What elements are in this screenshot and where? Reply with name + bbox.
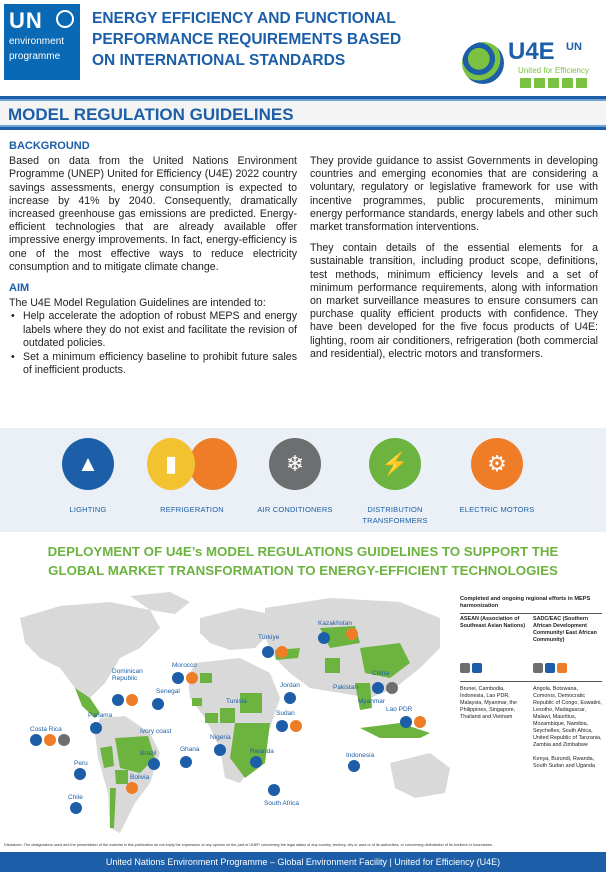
panel-heading: Completed and ongoing regional efforts in MEPS harmonization (460, 596, 602, 614)
swirl-icon (462, 42, 504, 84)
document-title (92, 8, 422, 71)
lighting-marker-icon (268, 784, 280, 796)
regional-efforts-panel (460, 596, 602, 840)
product-badges (520, 78, 587, 88)
lighting-marker-icon (318, 632, 330, 644)
country-label: Ghana (180, 746, 200, 753)
lighting-marker-icon (262, 646, 274, 658)
sadc-members: Angola, Botswana, Comoros, Democratic Republic of Congo, Eswatini, Lesotho, Madagascar, Malawi, Mauritius, Mozambique, Namibia, Seychelles, South Africa, United Republic of Tanzania, Zambia and Zimbabwe (533, 686, 602, 748)
refrigeration-marker-icon (126, 694, 138, 706)
sadc-column (533, 616, 602, 679)
lighting-marker-icon (284, 692, 296, 704)
motor-icon: ⚙ (471, 438, 523, 490)
aim-intro: The U4E Model Regulation Guidelines are intended to: (9, 297, 266, 310)
country-label: Morocco (172, 662, 197, 669)
lighting-marker-icon (112, 694, 124, 706)
right-column (310, 155, 598, 369)
sadc-badges (533, 663, 602, 673)
refrigeration-marker-icon (126, 782, 138, 794)
document-title-line: ON INTERNATIONAL STANDARDS (92, 52, 346, 69)
country-label: Lao PDR (386, 706, 413, 713)
footer: United Nations Environment Programme – Global Environment Facility | United for Efficiency (U4E) (0, 852, 606, 872)
country-label: Indonesia (346, 752, 375, 759)
lighting-marker-icon (30, 734, 42, 746)
world-map (0, 588, 458, 850)
lighting-marker-icon (348, 760, 360, 772)
guidance-paragraph: They provide guidance to assist Governments in developing countries and emerging economies that are considering a voluntary, regulatory or legislative framework for use with incentive programmes, public procurements, minimum energy performance standards, energy labels and other such market transformation interventions. (310, 155, 598, 234)
country-label: South Africa (264, 800, 300, 807)
refrigeration-marker-icon (346, 628, 358, 640)
section-title: MODEL REGULATION GUIDELINES (8, 105, 294, 124)
country-label: Panama (88, 712, 113, 719)
country-label: Peru (74, 760, 88, 767)
transformer-icon: ⚡ (369, 438, 421, 490)
air-conditioner-icon: ❄ (269, 438, 321, 490)
background-heading: BACKGROUND (9, 140, 90, 152)
deployment-title (6, 542, 600, 580)
country-label: Sudan (276, 710, 295, 717)
country-label: Kazakhstan (318, 620, 352, 627)
sadc-members-group (533, 686, 602, 770)
lighting-marker-icon (180, 756, 192, 768)
aim-bullet: • Help accelerate the adoption of robust MEPS and energy labels where they do not exist and facilitate the revision of outdated policies. (9, 310, 297, 350)
deployment-title-line: GLOBAL MARKET TRANSFORMATION TO ENERGY-EFFICIENT TECHNOLOGIES (48, 563, 558, 578)
products-band (0, 428, 606, 532)
section-band-inner (0, 99, 606, 127)
lighting-marker-icon (70, 802, 82, 814)
country-label: Tunisia (226, 698, 247, 705)
deployment-title-line: DEPLOYMENT OF U4E’s MODEL REGULATIONS GUIDELINES TO SUPPORT THE (47, 544, 559, 559)
product-label: LIGHTING (69, 505, 107, 514)
product-label: ELECTRIC MOTORS (459, 505, 535, 514)
refrigeration-marker-icon (44, 734, 56, 746)
refrigeration-marker-icon (276, 646, 288, 658)
aim-bullet: • Set a minimum efficiency baseline to prohibit future sales of inefficient products. (9, 351, 297, 377)
panel-divider (460, 681, 602, 682)
lighting-marker-icon (214, 744, 226, 756)
morocco-shape (200, 673, 212, 683)
product-label: DISTRIBUTION (367, 505, 423, 514)
background-paragraph: Based on data from the United Nations Environment Programme (UNEP) United for Efficiency (U4E) 2022 country savings assessments, energy consumption is expected to increase by 41% by 2040. Consequently, dramatically increased greenhouse gas emissions are predicted. Energy-efficient technologies that are already available offer impressive energy improvements. In fact, energy-efficiency is one of the most effective ways to reduce electricity consumption and to mitigate climate change. (9, 155, 297, 273)
display-cabinet-icon (189, 438, 237, 490)
asean-title: ASEAN (Association of Southeast Asian Nations) (460, 616, 526, 629)
contents-paragraph: They contain details of the essential elements for a sustainable transition, including product scope, definitions, test methods, minimum efficiency levels and a set of minimum performance requirements, along with information on market surveillance measures to ensure consumers can purchase quality efficient products with confidence. They have been developed for the five focus products of U4E: lighting, room air conditioners, refrigeration (both commercial and residential), electric motors and transformers. (310, 242, 598, 360)
country-label: Bolivia (130, 774, 150, 781)
panel-columns (460, 616, 602, 679)
nigeria-shape (220, 708, 235, 723)
country-label: China (372, 670, 389, 677)
country-label: Ivory coast (140, 728, 172, 735)
australia-shape (390, 753, 450, 798)
lighting-marker-icon (148, 758, 160, 770)
u4e-logo-sub: United for Efficiency (518, 66, 589, 75)
refrigeration-badge-icon (557, 663, 567, 673)
country-label: Rwanda (250, 748, 274, 755)
product-label: REFRIGERATION (160, 505, 224, 514)
country-label: Senegal (156, 688, 180, 695)
badge-icon (562, 78, 573, 88)
refrigeration-marker-icon (290, 720, 302, 732)
product-label: TRANSFORMERS (362, 516, 428, 525)
air-conditioner-badge-icon (460, 663, 470, 673)
aim-heading: AIM (9, 282, 30, 295)
left-column (9, 140, 297, 378)
refrigeration-marker-icon (414, 716, 426, 728)
country-label: Türkiye (258, 634, 280, 641)
air-conditioner-marker-icon (58, 734, 70, 746)
country-label: Pakistan (333, 684, 358, 691)
lighting-badge-icon (545, 663, 555, 673)
lighting-marker-icon (400, 716, 412, 728)
world-map-shapes (0, 588, 458, 850)
refrigeration-marker-icon (186, 672, 198, 684)
pakistan-shape (325, 658, 340, 673)
lighting-marker-icon (172, 672, 184, 684)
lighting-marker-icon (90, 722, 102, 734)
unep-logo-un: UN (9, 8, 43, 33)
u4e-logo-un: UN (566, 41, 582, 53)
sadc-title: SADC/EAC (Southern African Development Community/ East African Community) (533, 616, 597, 643)
document-title-line: PERFORMANCE REQUIREMENTS BASED (92, 31, 402, 48)
senegal-shape (192, 698, 202, 706)
lamp-icon: ▲ (62, 438, 114, 490)
lighting-marker-icon (250, 756, 262, 768)
refrigerator-icon: ▮ (147, 438, 195, 490)
u4e-logo-name: U4E (508, 38, 555, 65)
country-label: Dominican Republic (112, 668, 143, 682)
lighting-marker-icon (276, 720, 288, 732)
air-conditioner-badge-icon (533, 663, 543, 673)
product-refrigeration (147, 438, 237, 515)
country-label: Nigeria (210, 734, 231, 741)
disclaimer: Disclaimer: The designations used and the presentation of the material in this publication do not imply the expression of any opinion on the part of UNEP concerning the legal status of any country, territory, city or area or of its authorities, or concerning delimitation of its frontiers or boundaries. (4, 843, 493, 847)
globe-icon (56, 10, 74, 28)
europe-shape (200, 608, 270, 650)
product-lighting (43, 438, 133, 515)
north-america-shape (20, 602, 160, 698)
unep-logo-line1: environment (9, 36, 65, 47)
country-label: Costa Rica (30, 726, 62, 733)
product-air-conditioners (250, 438, 340, 515)
badge-icon (576, 78, 587, 88)
air-conditioner-marker-icon (386, 682, 398, 694)
product-label: AIR CONDITIONERS (257, 505, 333, 514)
lighting-marker-icon (74, 768, 86, 780)
badge-icon (548, 78, 559, 88)
badge-icon (520, 78, 531, 88)
header (0, 0, 606, 96)
section-band (0, 96, 606, 130)
lighting-badge-icon (472, 663, 482, 673)
country-label: Myanmar (358, 698, 386, 705)
panel-member-columns (460, 686, 602, 770)
lighting-marker-icon (372, 682, 384, 694)
product-motors (452, 438, 542, 515)
aim-list (9, 310, 297, 377)
document-title-line: ENERGY EFFICIENCY AND FUNCTIONAL (92, 10, 396, 27)
country-label: Chile (68, 794, 83, 801)
product-transformers (350, 438, 440, 526)
bolivia-shape (115, 770, 128, 784)
unep-logo-line2: programme (9, 51, 61, 62)
product-label-group (350, 504, 440, 526)
country-label: Jordan (280, 682, 300, 689)
u4e-logo (462, 36, 602, 92)
ghana-shape (205, 713, 218, 723)
unep-logo (4, 4, 80, 80)
country-label: Brazil (140, 750, 157, 757)
asean-column (460, 616, 529, 679)
badge-icon (534, 78, 545, 88)
lighting-marker-icon (152, 698, 164, 710)
asean-members: Brunei, Cambodia, Indonesia, Lao PDR, Malaysia, Myanmar, the Philippines, Singapore, Thailand and Vietnam (460, 686, 517, 720)
eac-members: Kenya, Burundi, Rwanda, South Sudan and Uganda (533, 756, 596, 769)
asean-badges (460, 663, 529, 673)
